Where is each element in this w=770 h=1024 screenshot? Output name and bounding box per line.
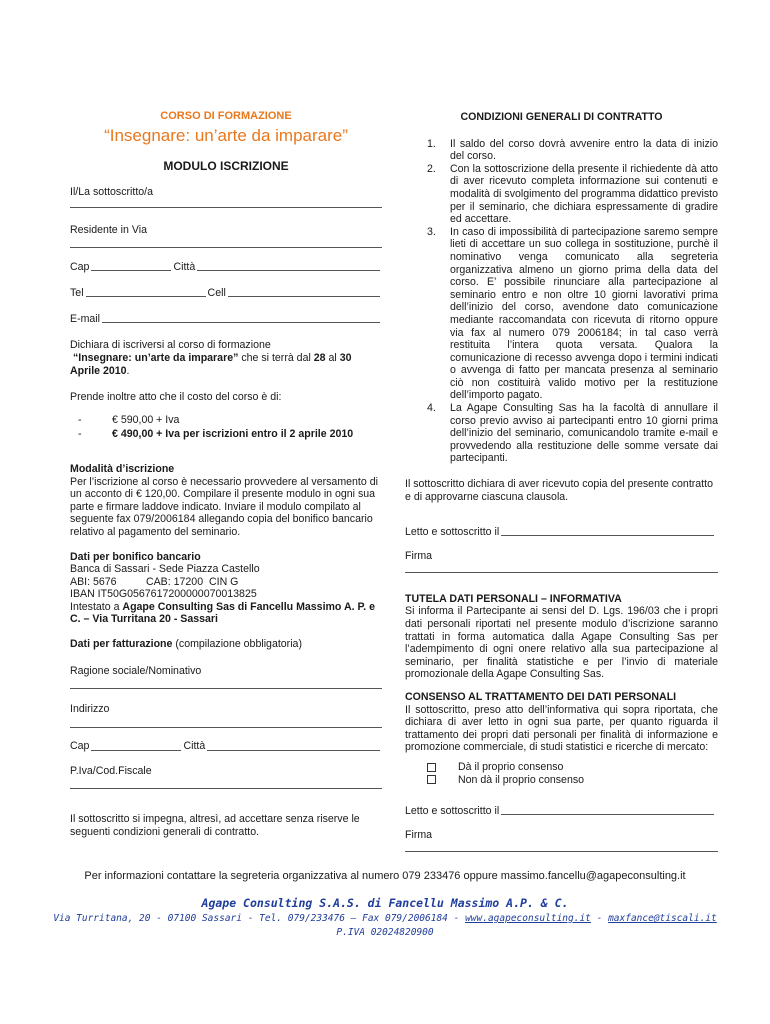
letto-field	[405, 525, 718, 538]
residente-field	[70, 224, 382, 249]
cell-line[interactable]	[228, 286, 380, 297]
sottoscritto-field	[70, 186, 382, 208]
modalita-text: Per l’iscrizione al corso è necessario provvedere al versamento di un acconto di € 120,00. Compilare il presente modulo in ogni sua parte e firmare laddove indicato. Inviare il modulo compilato al seguente fax 079/2006184 allegando copia del bonifico bancario relativo al pagamento del seminario.	[70, 475, 378, 538]
consenso-title: CONSENSO AL TRATTAMENTO DEI DATI PERSONALI	[405, 690, 677, 703]
footer-email-link[interactable]: maxfance@tiscali.it	[608, 913, 717, 924]
firma2-line[interactable]	[405, 850, 718, 852]
letto2-line[interactable]	[501, 804, 714, 815]
residente-label: Residente in Via	[70, 223, 147, 236]
consent-no-checkbox[interactable]	[427, 775, 436, 784]
footer-company: Agape Consulting S.A.S. di Fancellu Massimo A.P. & C.	[201, 896, 569, 910]
condition-text: In caso di impossibilità di partecipazione saremo sempre lieti di accettare un suo collega in sostituzione, purchè il nominativo venga comunicato alla segreteria organizzativa almeno un giorno prima della data del corso. E’ possibile rinunciare alla partecipazione al seminario entro e non oltre 10 giorni lavorativi prima dell’inizio del corso, avendone dato comunicazione mediante raccomandata con ricevuta di ritorno oppure via fax al numero 079 2006184; in tal caso verrà restituita l’intera quota versata. Qualora la comunicazione di recesso avvenga dopo i termini indicati o avvenga di fatto per mancata presenza al seminario ciò non costituirà valido motivo per la restituzione dell’importo pagato.	[450, 225, 718, 402]
email-label: E-mail	[70, 312, 101, 325]
firma-field	[405, 550, 718, 573]
consent-no-label: Non dà il proprio consenso	[458, 773, 585, 786]
email-line[interactable]	[102, 312, 380, 323]
date-al: al	[325, 351, 340, 364]
email-field	[70, 312, 382, 325]
course-title: “Insegnare: un’arte da imparare”	[104, 125, 348, 145]
condition-num: 2.	[427, 162, 436, 175]
piva-label: P.Iva/Cod.Fiscale	[70, 764, 152, 777]
indirizzo-label: Indirizzo	[70, 703, 110, 716]
letto2-field	[405, 804, 718, 817]
intestato-prefix: Intestato a	[70, 600, 123, 613]
dichiara-block	[70, 339, 382, 377]
consent-yes-label: Dà il proprio consenso	[458, 760, 564, 773]
citta-label: Città	[173, 260, 196, 273]
bonifico-abi: ABI: 5676 CAB: 17200 CIN G	[70, 575, 239, 588]
form-title: MODULO ISCRIZIONE	[163, 158, 289, 173]
tutela-title: TUTELA DATI PERSONALI – INFORMATIVA	[405, 592, 622, 605]
intestato-name: Agape Consulting Sas di Fancellu Massimo A. P. e C. – Via Turritana 20 - Sassari	[70, 600, 375, 626]
left-column	[70, 108, 382, 839]
consent-no-row[interactable]	[427, 774, 718, 787]
bonifico-title: Dati per bonifico bancario	[70, 550, 201, 563]
ragione-field	[70, 665, 382, 690]
price-list	[70, 414, 382, 441]
price-text: € 490,00 + Iva per iscrizioni entro il 2 aprile 2010	[112, 428, 354, 441]
cap-citta-field	[70, 260, 382, 273]
date-end: .	[126, 364, 130, 377]
consent-yes-row[interactable]	[427, 761, 718, 774]
price-text: € 590,00 + Iva	[112, 413, 180, 426]
price-item	[70, 414, 382, 427]
cap2-citta2-field	[70, 740, 382, 753]
tutela-section	[405, 593, 718, 681]
price-item	[70, 428, 382, 441]
dichiara-course-title: “Insegnare: un’arte da imparare”	[72, 351, 239, 364]
bonifico-banca: Banca di Sassari - Sede Piazza Castello	[70, 563, 260, 576]
firma2-label: Firma	[405, 829, 433, 842]
condition-item	[405, 226, 718, 402]
fatturazione-heading	[70, 638, 382, 651]
piva-line[interactable]	[70, 787, 382, 789]
footer-info: Per informazioni contattare la segreteria organizzativa al numero 079 233476 oppure massimo.fancellu@agapeconsulting.it	[84, 870, 686, 882]
condition-num: 4.	[427, 402, 436, 415]
condition-num: 1.	[427, 137, 436, 150]
firma-line[interactable]	[405, 571, 718, 573]
cell-label: Cell	[207, 286, 226, 299]
cap2-line[interactable]	[91, 740, 181, 751]
condition-text: La Agape Consulting Sas ha la facoltà di annullare il corso previo avviso ai partecipanti entro 10 giorni prima dell’inizio del seminario, comunicandolo tramite e-mail e provvedendo alla restituzione delle somme versate dai partecipanti.	[450, 402, 718, 465]
footer-address	[0, 913, 770, 924]
condition-item	[405, 138, 718, 163]
conditions-list	[405, 138, 718, 465]
citta-line[interactable]	[197, 260, 380, 271]
footer-separator: -	[590, 913, 609, 924]
dichiara-line2	[70, 352, 382, 365]
cap-label: Cap	[70, 260, 90, 273]
condition-num: 3.	[427, 225, 436, 238]
bonifico-iban: IBAN IT50G0567617200000070013825	[70, 588, 257, 601]
condition-item	[405, 163, 718, 226]
tel-line[interactable]	[86, 286, 206, 297]
indirizzo-line[interactable]	[70, 726, 382, 728]
cap2-label: Cap	[70, 740, 90, 753]
dichiara-copia: Il sottoscritto dichiara di aver ricevuto copia del presente contratto e di approvarne ciascuna clausola.	[405, 478, 713, 503]
dichiara-line1: Dichiara di iscriversi al corso di formazione	[70, 339, 271, 352]
dichiara-line3	[70, 365, 382, 378]
bonifico-section	[70, 551, 382, 627]
tutela-text: Si informa il Partecipante ai sensi del D. Lgs. 196/03 che i propri dati personali riportati nel presente modulo d’iscrizione saranno trattati in forma automatica dalla Agape Consulting Sas per l’adempimento di ogni onere relativo alla sua partecipazione al seminario, per finalità statistiche e per l’invio di materiale promozionale della Agape Consulting Sas.	[405, 605, 718, 681]
condizioni-title: CONDIZIONI GENERALI DI CONTRATTO	[460, 111, 663, 123]
date-day1: 28	[313, 351, 326, 364]
ragione-label: Ragione sociale/Nominativo	[70, 664, 202, 677]
firma2-field	[405, 829, 718, 852]
date-day2: 30	[339, 351, 352, 364]
modalita-section	[70, 463, 382, 539]
price-dash: -	[78, 413, 82, 426]
ragione-line[interactable]	[70, 687, 382, 689]
citta2-label: Città	[183, 740, 206, 753]
letto2-label: Letto e sottoscritto il	[405, 804, 500, 817]
footer-piva: P.IVA 02024820900	[336, 927, 434, 938]
footer-website-link[interactable]: www.agapeconsulting.it	[465, 913, 591, 924]
consenso-section	[405, 691, 718, 754]
fatturazione-note: (compilazione obbligatoria)	[172, 638, 302, 651]
condition-item	[405, 402, 718, 465]
cap-line[interactable]	[91, 260, 171, 271]
condition-text: Il saldo del corso dovrà avvenire entro la data di inizio del corso.	[450, 137, 718, 163]
sottoscritto-label: Il/La sottoscritto/a	[70, 186, 154, 199]
dichiara-mid: che si terrà dal	[238, 351, 314, 364]
modalita-title: Modalità d’iscrizione	[70, 462, 175, 475]
letto-label: Letto e sottoscritto il	[405, 525, 500, 538]
fatturazione-title: Dati per fatturazione	[70, 638, 173, 651]
tel-label: Tel	[70, 286, 84, 299]
impegna-text: Il sottoscritto si impegna, altresì, ad accettare senza riserve le seguenti condizioni generali di contratto.	[70, 813, 360, 839]
piva-field	[70, 765, 382, 790]
bonifico-intestato	[70, 601, 382, 626]
right-column	[405, 108, 718, 852]
firma-label: Firma	[405, 550, 433, 563]
course-label: CORSO DI FORMAZIONE	[160, 110, 292, 122]
letto-line[interactable]	[501, 525, 714, 536]
footer-address-text: Via Turritana, 20 - 07100 Sassari - Tel. 079/233476 – Fax 079/2006184 -	[53, 913, 466, 924]
indirizzo-field	[70, 703, 382, 728]
date-month: Aprile 2010	[70, 364, 127, 377]
sottoscritto-line[interactable]	[70, 206, 382, 208]
consent-yes-checkbox[interactable]	[427, 763, 436, 772]
citta2-line[interactable]	[207, 740, 380, 751]
residente-line[interactable]	[70, 246, 382, 248]
condition-text: Con la sottoscrizione della presente il richiedente dà atto di aver ricevuto completa informazione sui contenuti e modalità di svolgimento del programma didattico previsto per il seminario, che dichiara espressamente di gradire ed accettare.	[450, 162, 718, 226]
costo-label: Prende inoltre atto che il costo del corso è di:	[70, 391, 282, 404]
consenso-text: Il sottoscritto, preso atto dell’informativa qui sopra riportata, che dichiara di aver letto in ogni sua parte, per quanto riguarda il trattamento dei propri dati personali per finalità di informazione e promozione commerciale, di studi statistici e ricerche di mercato:	[405, 703, 718, 754]
consent-options	[405, 761, 718, 786]
price-dash: -	[78, 428, 82, 441]
tel-cell-field	[70, 286, 382, 299]
